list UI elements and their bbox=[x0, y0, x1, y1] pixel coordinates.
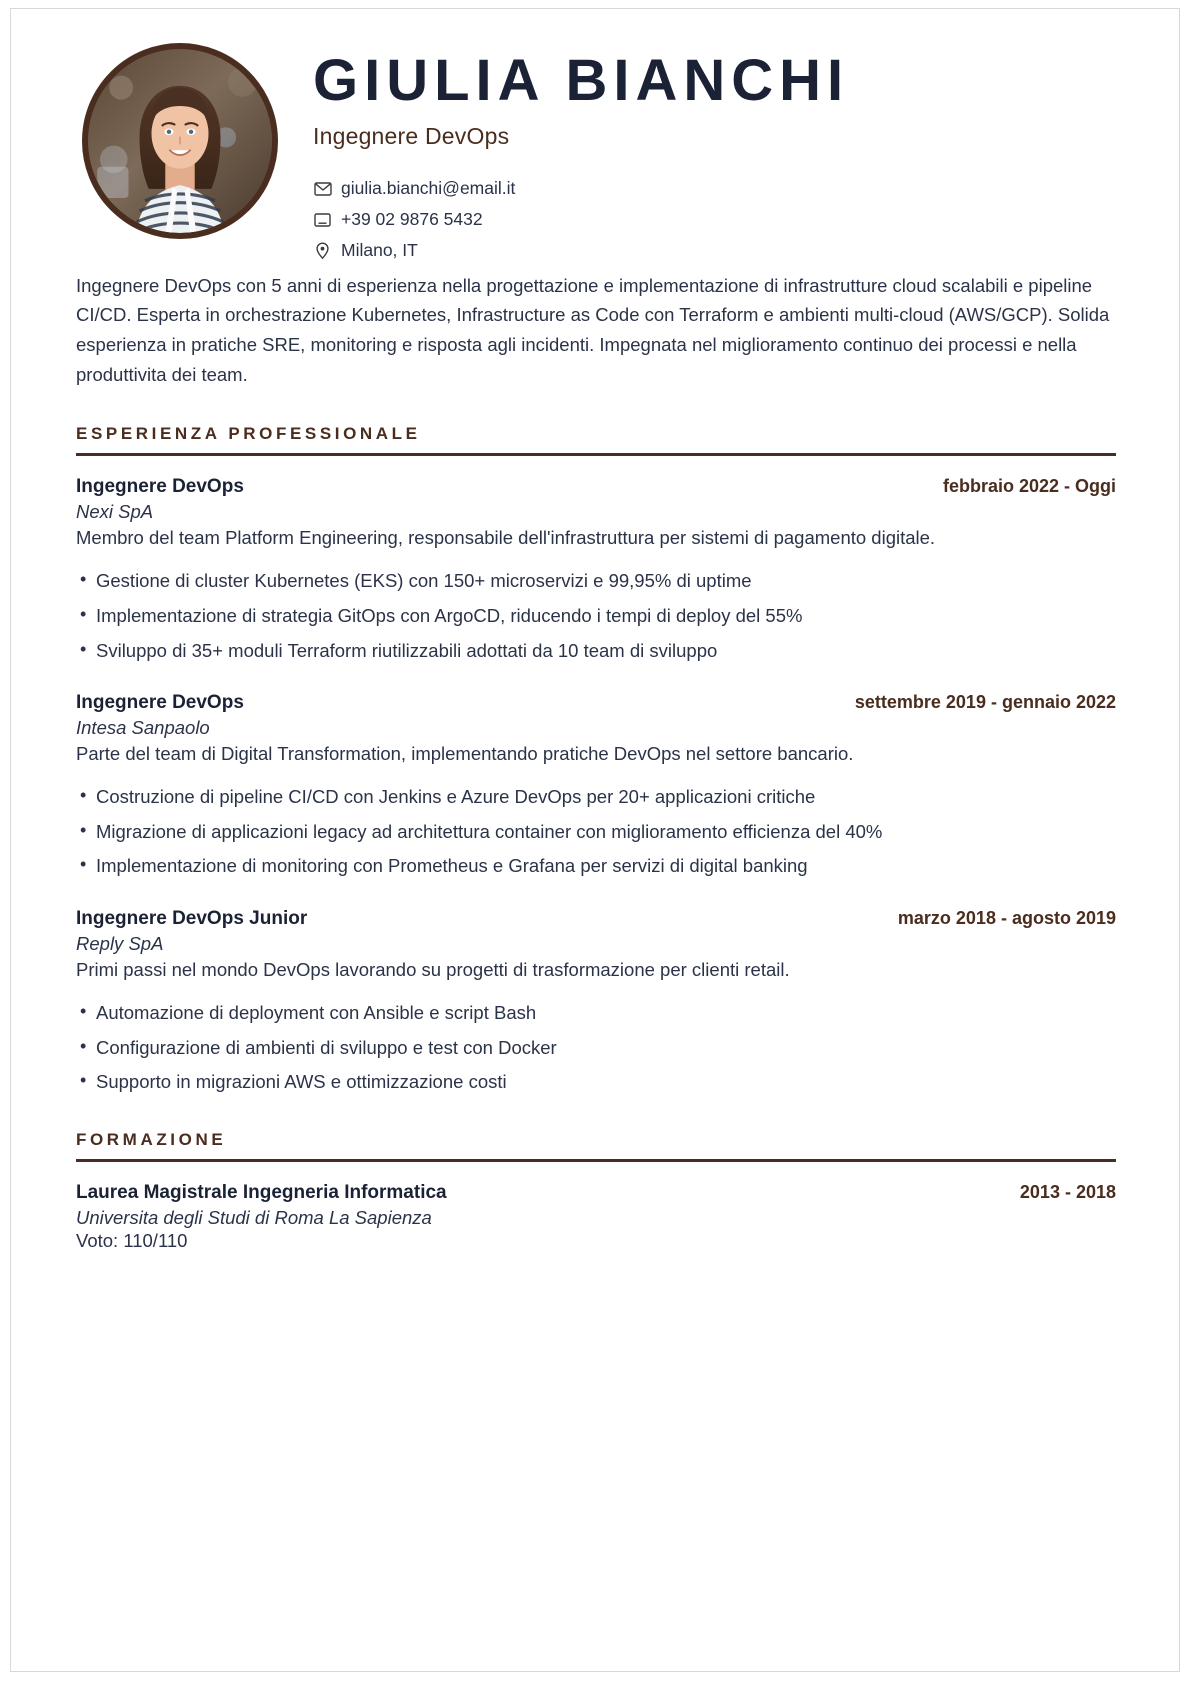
list-item: • Migrazione di applicazioni legacy ad architettura container con miglioramento efficienza del 40% bbox=[76, 818, 1116, 846]
contact-list bbox=[313, 178, 1116, 262]
job-title: Ingegnere DevOps bbox=[313, 122, 510, 149]
experience-organization: Reply SpA bbox=[76, 933, 164, 955]
list-item: • Supporto in migrazioni AWS e ottimizzazione costi bbox=[76, 1068, 1116, 1096]
experience-role: Ingegnere DevOps bbox=[76, 476, 244, 498]
list-item: • Costruzione di pipeline CI/CD con Jenkins e Azure DevOps per 20+ applicazioni critiche bbox=[76, 783, 1116, 811]
list-item: • Gestione di cluster Kubernetes (EKS) con 150+ microservizi e 99,95% di uptime bbox=[76, 567, 1116, 595]
experience-description: Parte del team di Digital Transformation, implementando pratiche DevOps nel settore bancario. bbox=[76, 743, 854, 765]
education-degree: Laurea Magistrale Ingegneria Informatica bbox=[76, 1182, 447, 1204]
experience-dates: settembre 2019 - gennaio 2022 bbox=[854, 692, 1116, 713]
section-experience bbox=[76, 424, 1116, 1096]
phone-icon bbox=[313, 210, 332, 229]
contact-phone[interactable] bbox=[313, 209, 1116, 231]
contact-location-value: Milano, IT bbox=[341, 239, 418, 260]
experience-entry-head bbox=[76, 908, 1116, 930]
section-title-experience: ESPERIENZA PROFESSIONALE bbox=[76, 424, 421, 444]
resume-sheet bbox=[10, 8, 1180, 1672]
education-grade: Voto: 110/110 bbox=[76, 1230, 188, 1252]
page-title: GIULIA BIANCHI bbox=[313, 48, 850, 113]
list-item: • Automazione di deployment con Ansible e script Bash bbox=[76, 999, 1116, 1027]
experience-entry-head bbox=[76, 476, 1116, 498]
education-institution: Universita degli Studi di Roma La Sapienza bbox=[76, 1207, 432, 1229]
resume-header bbox=[76, 39, 1116, 262]
section-divider bbox=[76, 453, 1116, 456]
experience-description: Primi passi nel mondo DevOps lavorando su progetti di trasformazione per clienti retail. bbox=[76, 959, 790, 981]
contact-email[interactable] bbox=[313, 178, 1116, 200]
experience-entry bbox=[76, 908, 1116, 1096]
list-item: • Configurazione di ambienti di sviluppo e test con Docker bbox=[76, 1034, 1116, 1062]
contact-email-value: giulia.bianchi@email.it bbox=[341, 177, 516, 198]
profile-photo bbox=[88, 49, 272, 233]
experience-dates: febbraio 2022 - Oggi bbox=[942, 476, 1116, 497]
contact-phone-value: +39 02 9876 5432 bbox=[341, 208, 483, 229]
list-item: • Implementazione di strategia GitOps con ArgoCD, riducendo i tempi di deploy del 55% bbox=[76, 602, 1116, 630]
experience-dates: marzo 2018 - agosto 2019 bbox=[897, 908, 1116, 929]
experience-entry bbox=[76, 692, 1116, 880]
experience-organization: Intesa Sanpaolo bbox=[76, 717, 210, 739]
contact-location[interactable] bbox=[313, 240, 1116, 262]
section-education bbox=[76, 1130, 1116, 1252]
experience-role: Ingegnere DevOps bbox=[76, 692, 244, 714]
experience-bullets bbox=[76, 999, 1116, 1096]
education-entry bbox=[76, 1182, 1116, 1252]
experience-bullets bbox=[76, 783, 1116, 880]
header-text-block bbox=[313, 39, 1116, 262]
experience-entry bbox=[76, 476, 1116, 664]
education-entry-head bbox=[76, 1182, 1116, 1204]
envelope-icon bbox=[313, 179, 332, 198]
education-dates: 2013 - 2018 bbox=[1019, 1182, 1116, 1203]
professional-summary: Ingegnere DevOps con 5 anni di esperienza nella progettazione e implementazione di infrastrutture cloud scalabili e pipeline CI/CD. Esperta in orchestrazione Kubernetes, Infrastructure as Code con Terraform e ambienti multi-cloud (AWS/GCP). Solida esperienza in pratiche SRE, monitoring e risposta agli incidenti. Impegnata nel miglioramento continuo dei processi e nella produttivita dei team. bbox=[76, 274, 1110, 386]
location-pin-icon bbox=[313, 241, 332, 260]
section-divider bbox=[76, 1159, 1116, 1162]
experience-bullets bbox=[76, 567, 1116, 664]
list-item: • Implementazione di monitoring con Prometheus e Grafana per servizi di digital banking bbox=[76, 852, 1116, 880]
section-title-education: FORMAZIONE bbox=[76, 1130, 227, 1150]
avatar bbox=[82, 43, 278, 239]
list-item: • Sviluppo di 35+ moduli Terraform riutilizzabili adottati da 10 team di sviluppo bbox=[76, 637, 1116, 665]
experience-description: Membro del team Platform Engineering, responsabile dell'infrastruttura per sistemi di pagamento digitale. bbox=[76, 527, 936, 549]
experience-organization: Nexi SpA bbox=[76, 501, 154, 523]
experience-entry-head bbox=[76, 692, 1116, 714]
experience-role: Ingegnere DevOps Junior bbox=[76, 908, 308, 930]
